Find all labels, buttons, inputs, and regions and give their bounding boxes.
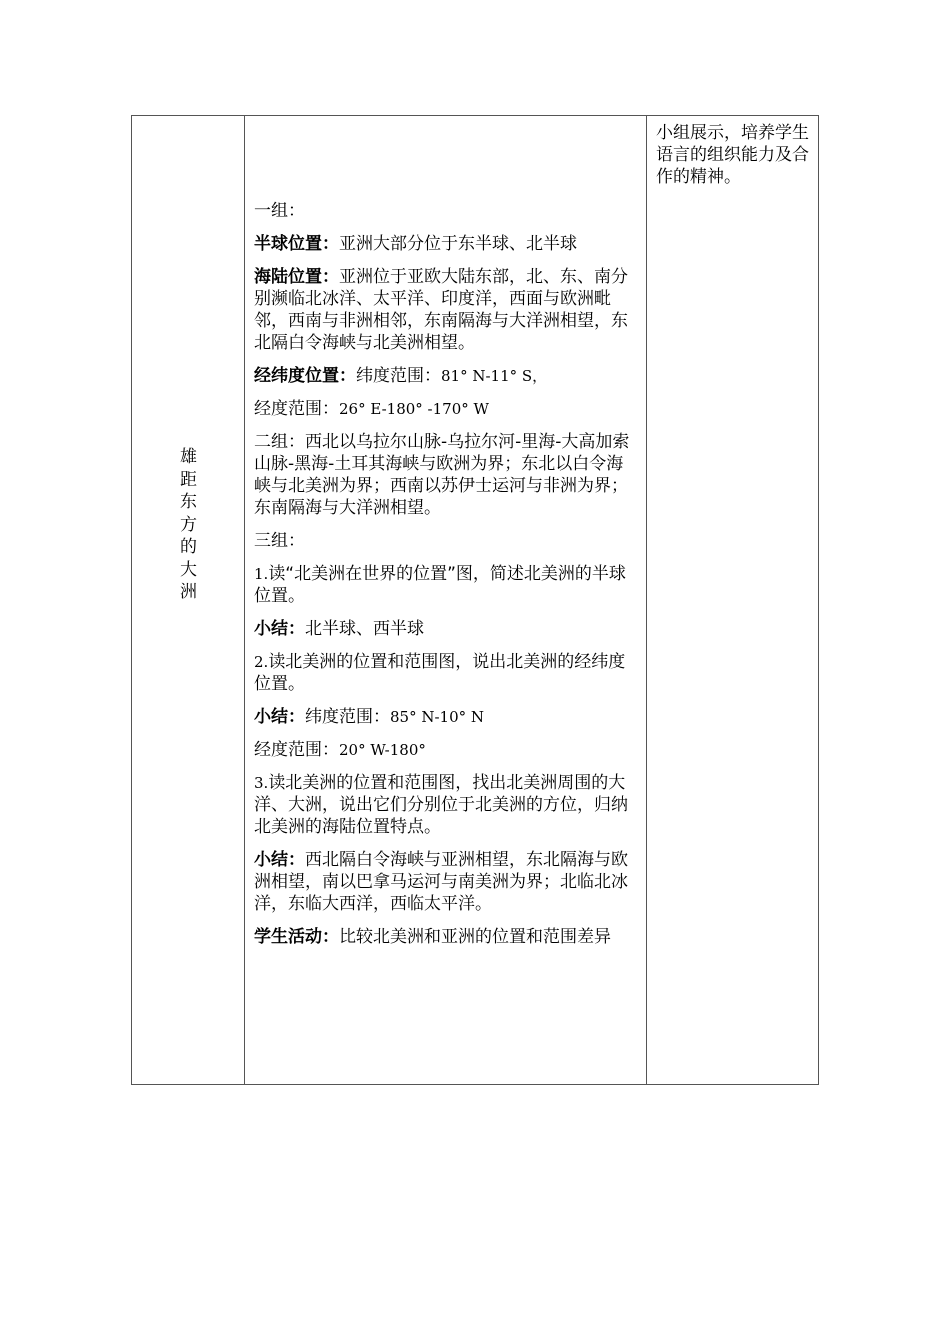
section-title-char: 方 (180, 514, 197, 535)
group1-longitude: 经度范围：26° E-180° -170° W (254, 399, 489, 419)
group1-latitude: 经纬度位置：纬度范围：81° N-11° S， (254, 366, 548, 386)
group3-question-3: 3.读北美洲的位置和范围图，找出北美洲周围的大洋、大洲，说出它们分别位于北美洲的方位，归纳北美洲的海陆位置特点。 (254, 773, 628, 837)
group3-answer-2-longitude: 经度范围：20° W-180° (254, 740, 426, 760)
group3-heading: 三组： (254, 531, 305, 551)
section-title-cell (132, 116, 245, 1084)
group3-question-2: 2.读北美洲的位置和范围图，说出北美洲的经纬度位置。 (254, 652, 626, 694)
activity-content-cell (245, 116, 646, 1084)
group1-land-sea: 海陆位置：亚洲位于亚欧大陆东部，北、东、南分别濒临北冰洋、太平洋、印度洋，西面与欧洲毗邻，西南与非洲相邻，东南隔海与大洋洲相望，东北隔白令海峡与北美洲相望。 (254, 267, 628, 353)
group3-answer-1: 小结：北半球、西半球 (254, 619, 424, 639)
section-title-char: 雄 (180, 447, 197, 467)
group2-text: 二组：西北以乌拉尔山脉-乌拉尔河-里海-大高加索山脉-黑海-土耳其海峡与欧洲为界；东北以白令海峡与北美洲为界；西南以苏伊士运河与非洲为界；东南隔海与大洋洲相望。 (254, 432, 630, 518)
design-intent-note: 小组展示，培养学生语言的组织能力及合作的精神。 (656, 123, 809, 187)
group1-heading: 一组： (254, 201, 305, 221)
group3-answer-2-latitude: 小结：纬度范围：85° N-10° N (254, 707, 485, 727)
activity-content (254, 200, 640, 959)
design-intent-cell (646, 116, 818, 1084)
section-title-char: 洲 (180, 582, 197, 602)
student-activity: 学生活动：比较北美洲和亚洲的位置和范围差异 (254, 927, 611, 947)
lesson-table (131, 115, 819, 1085)
section-title-char: 东 (180, 492, 197, 512)
group1-hemisphere: 半球位置：亚洲大部分位于东半球、北半球 (254, 234, 577, 254)
group3-question-1: 1.读“北美洲在世界的位置”图，简述北美洲的半球位置。 (254, 564, 626, 606)
section-title-char: 的 (180, 537, 197, 557)
group3-answer-3: 小结：西北隔白令海峡与亚洲相望，东北隔海与欧洲相望，南以巴拿马运河与南美洲为界；北临北冰洋，东临大西洋，西临太平洋。 (254, 850, 628, 914)
section-title-char: 大 (180, 559, 197, 580)
section-title-char: 距 (180, 469, 197, 490)
section-title (132, 446, 245, 604)
